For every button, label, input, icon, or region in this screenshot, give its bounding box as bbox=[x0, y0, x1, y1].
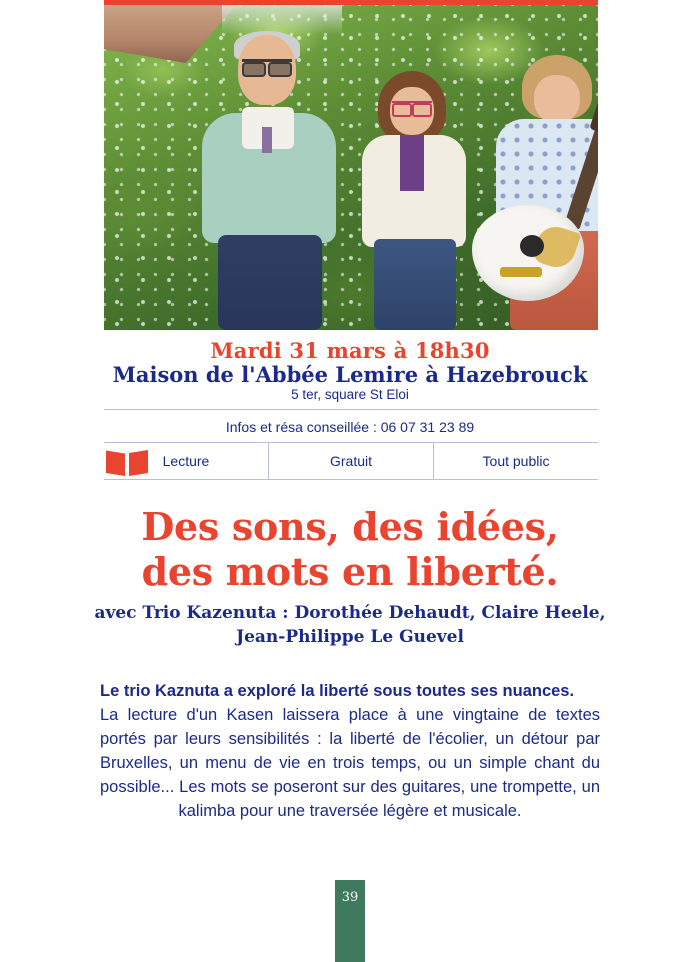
woman-center-top bbox=[400, 135, 424, 191]
divider-top bbox=[104, 409, 598, 410]
event-photo bbox=[104, 5, 598, 330]
woman-center-jeans bbox=[374, 239, 456, 330]
page-subtitle bbox=[80, 602, 620, 650]
subtitle-line-1: avec Trio Kazenuta : Dorothée Dehaudt, Claire Heele, bbox=[94, 603, 606, 623]
title-line-2: des mots en liberté. bbox=[141, 548, 559, 594]
guitar-headstock bbox=[589, 96, 598, 135]
guitar-sound-hole bbox=[520, 235, 544, 257]
person-woman-center bbox=[348, 77, 478, 330]
event-venue: Maison de l'Abbée Lemire à Hazebrouck bbox=[112, 362, 588, 387]
eyeglasses-icon bbox=[392, 101, 432, 113]
tag-list bbox=[104, 443, 598, 479]
event-date: Mardi 31 mars à 18h30 bbox=[210, 338, 490, 363]
event-address: 5 ter, square St Eloi bbox=[291, 387, 409, 402]
tag-gratuit: Gratuit bbox=[268, 443, 433, 479]
page-number: 39 bbox=[341, 890, 359, 905]
guitar-icon bbox=[472, 97, 598, 297]
event-infos: Infos et résa conseillée : 06 07 31 23 89 bbox=[225, 419, 475, 435]
title-line-1: Des sons, des idées, bbox=[141, 504, 559, 549]
photo-scene bbox=[104, 5, 598, 330]
description-lead: Le trio Kaznuta a exploré la liberté sous toutes ses nuances. bbox=[100, 682, 575, 700]
tag-tout-public: Tout public bbox=[433, 443, 598, 479]
sunglasses-icon bbox=[242, 59, 292, 73]
sky-patch bbox=[222, 5, 342, 35]
page-title bbox=[60, 505, 640, 595]
tag-lecture: Lecture bbox=[162, 453, 210, 469]
person-man-left bbox=[192, 35, 352, 330]
divider-bottom bbox=[104, 479, 598, 480]
description-body: La lecture d'un Kasen laissera place à une vingtaine de textes portés par leurs sensibilités : la liberté de l'écolier, un détour par Bruxelles, un menu de vie en trois temps, ou un simple chant du possible... Les mots se poseront sur des guitares, une trompette, un kalimba pour une traversée légère et musicale. bbox=[100, 705, 600, 820]
man-jeans bbox=[218, 235, 322, 330]
guitar-neck bbox=[564, 118, 598, 229]
subtitle-line-2: Jean-Philippe Le Guevel bbox=[236, 626, 464, 647]
description-text bbox=[100, 680, 600, 824]
guitar-bridge bbox=[500, 267, 542, 277]
man-tie bbox=[262, 127, 272, 153]
